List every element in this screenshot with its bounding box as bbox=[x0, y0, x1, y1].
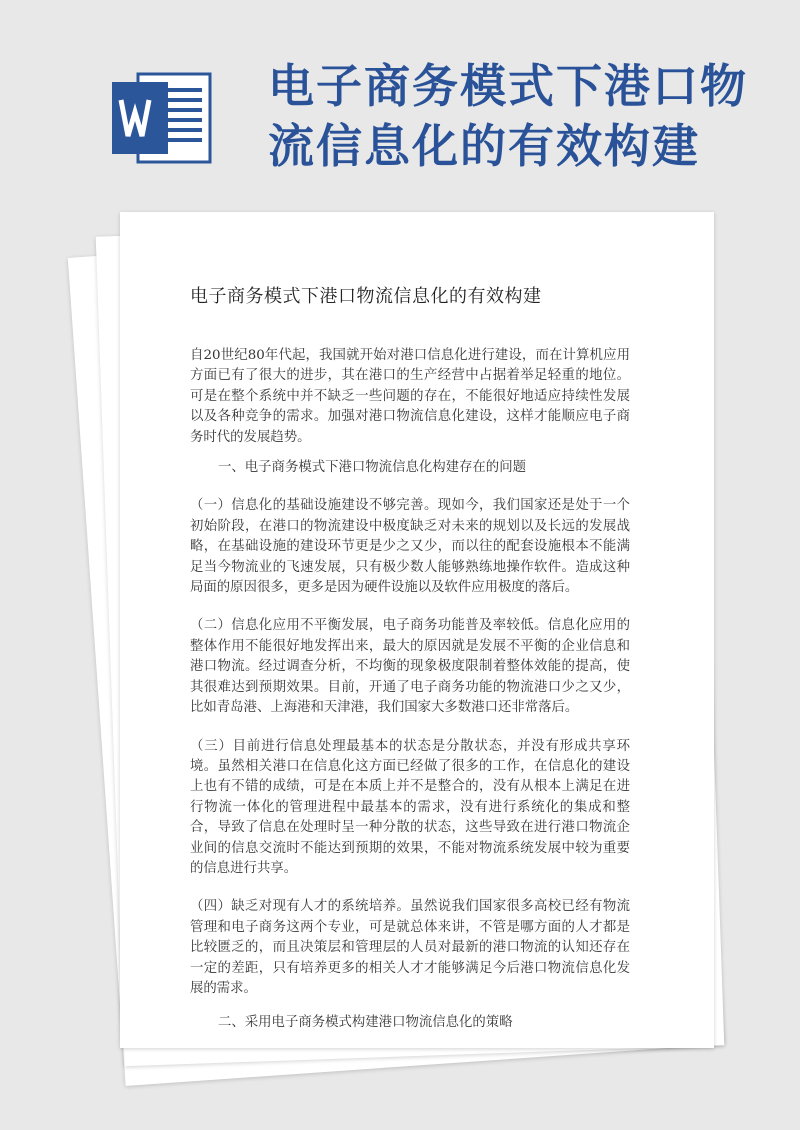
intro-paragraph: 自20世纪80年代起，我国就开始对港口信息化进行建设，而在计算机应用方面已有了很大的进步，其在港口的生产经营中占据着举足轻重的地位。可是在整个系统中并不缺乏一些问题的存在，不能很好地适应持续性发展以及各种竞争的需求。加强对港口物流信息化建设，这样才能顺应电子商务时代的发展趋势。 bbox=[190, 348, 630, 445]
word-document-icon bbox=[108, 68, 218, 168]
paragraph-3: （三）目前进行信息处理最基本的状态是分散状态，并没有形成共享环境。虽然相关港口在信息化这方面已经做了很多的工作，在信息化的建设上也有不错的成绩，可是在本质上并不是整合的，没有从根本上满足在进行物流一体化的管理进程中最基本的需求，没有进行系统化的集成和整合，导致了信息在处理时呈一种分散的状态，这些导致在进行港口物流企业间的信息交流时不能达到预期的效果，不能对物流系统发展中较为重要的信息进行共享。 bbox=[190, 738, 630, 876]
banner-title: 电子商务模式下港口物流信息化的有效构建 bbox=[268, 59, 748, 173]
section-heading-2: 二、采用电子商务模式构建港口物流信息化的策略 bbox=[218, 1015, 513, 1031]
paragraph-2: （二）信息化应用不平衡发展，电子商务功能普及率较低。信息化应用的整体作用不能很好地发挥出来，最大的原因就是发展不平衡的企业信息和港口物流。经过调查分析，不均衡的现象极度限制着整体效能的提高，使其很难达到预期效果。目前，开通了电子商务功能的物流港口少之又少，比如青岛港、上海港和天津港，我们国家大多数港口还非常落后。 bbox=[190, 618, 630, 716]
paragraph-1: （一）信息化的基础设施建设不够完善。现如今，我们国家还是处于一个初始阶段，在港口的物流建设中极度缺乏对未来的规划以及长远的发展战略，在基础设施的建设环节更是少之又少，而以往的配套设施根本不能满足当今物流业的飞速发展，只有极少数人能够熟练地操作软件。造成这种局面的原因很多，更多是因为硬件设施以及软件应用极度的落后。 bbox=[190, 498, 630, 596]
document-title: 电子商务模式下港口物流信息化的有效构建 bbox=[190, 286, 542, 307]
section-heading-1: 一、电子商务模式下港口物流信息化构建存在的问题 bbox=[218, 460, 526, 476]
document-body bbox=[190, 346, 630, 1052]
paragraph-4: （四）缺乏对现有人才的系统培养。虽然说我们国家很多高校已经有物流管理和电子商务这两个专业，可是就总体来讲，不管是哪方面的人才都是比较匮乏的，而且决策层和管理层的人员对最新的港口物流的认知还存在一定的差距，只有培养更多的相关人才才能够满足今后港口物流信息化发展的需求。 bbox=[190, 899, 630, 996]
